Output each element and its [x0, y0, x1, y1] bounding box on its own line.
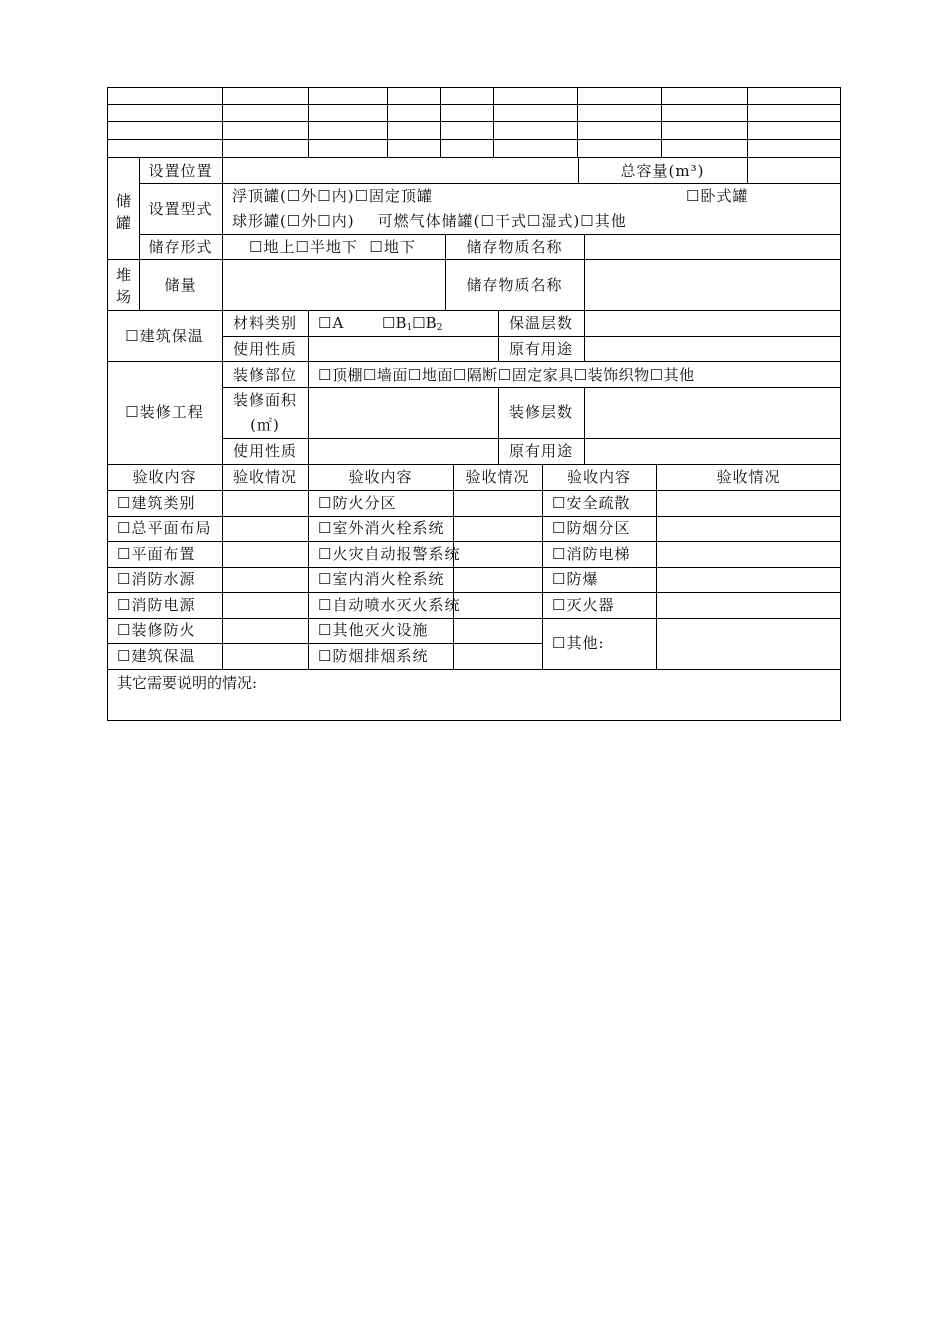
check-fire-extinguisher[interactable]: ☐灭火器 — [552, 596, 615, 614]
setting-type-label: 设置型式 — [148, 200, 213, 218]
tank-type-options-line1[interactable]: 浮顶罐(☐外☐内)☐固定顶罐 — [232, 187, 434, 205]
check-fire-elevator[interactable]: ☐消防电梯 — [552, 545, 631, 563]
yard-material-name-label: 储存物质名称 — [466, 276, 563, 294]
check-fire-water-source[interactable]: ☐消防水源 — [117, 570, 196, 588]
insulation-original-use-label: 原有用途 — [508, 340, 573, 358]
row-divider — [107, 104, 841, 105]
col-divider — [387, 87, 388, 157]
row-divider — [107, 516, 841, 517]
row-divider — [107, 541, 841, 542]
decoration-project-checkbox[interactable]: ☐装修工程 — [125, 403, 204, 421]
horizontal-tank-checkbox[interactable]: ☐卧式罐 — [686, 187, 749, 205]
col-divider — [308, 464, 309, 669]
row-divider — [107, 139, 841, 140]
acceptance-content-header: 验收内容 — [348, 468, 413, 486]
check-smoke-compartment[interactable]: ☐防烟分区 — [552, 519, 631, 537]
storage-form-label: 储存形式 — [148, 238, 213, 256]
material-category-label: 材料类别 — [232, 314, 297, 332]
check-building-insulation[interactable]: ☐建筑保温 — [117, 647, 196, 665]
col-divider — [493, 87, 494, 157]
decoration-use-nature-label: 使用性质 — [232, 442, 297, 460]
row-divider — [107, 361, 841, 362]
acceptance-status-header: 验收情况 — [232, 468, 297, 486]
check-other[interactable]: ☐其他: — [552, 634, 605, 652]
check-other-extinguishing-facilities[interactable]: ☐其他灭火设施 — [318, 621, 429, 639]
check-fire-compartment[interactable]: ☐防火分区 — [318, 494, 397, 512]
row-divider — [107, 310, 841, 311]
row-divider — [107, 157, 841, 158]
col-divider — [222, 183, 223, 234]
acceptance-content-header: 验收内容 — [566, 468, 631, 486]
col-divider — [440, 87, 441, 157]
check-site-plan-layout[interactable]: ☐总平面布局 — [117, 519, 212, 537]
material-option-b2[interactable]: ☐B — [412, 314, 437, 332]
col-divider — [584, 387, 585, 464]
row-divider — [222, 438, 841, 439]
check-building-category[interactable]: ☐建筑类别 — [117, 494, 196, 512]
row-divider — [107, 259, 841, 260]
col-divider — [747, 157, 748, 183]
decoration-area-unit: (㎡) — [250, 416, 280, 434]
row-divider — [139, 183, 841, 184]
subscript-1: 1 — [406, 323, 413, 333]
check-indoor-hydrant-system[interactable]: ☐室内消火栓系统 — [318, 570, 445, 588]
check-fire-power-supply[interactable]: ☐消防电源 — [117, 596, 196, 614]
acceptance-status-header: 验收情况 — [465, 468, 530, 486]
acceptance-content-header: 验收内容 — [132, 468, 197, 486]
decoration-parts-label: 装修部位 — [232, 366, 297, 384]
col-divider — [222, 234, 223, 310]
col-divider — [222, 464, 223, 669]
col-divider — [453, 464, 454, 669]
row-divider — [107, 618, 841, 619]
material-option-a[interactable]: ☐A — [318, 314, 345, 332]
total-capacity-label: 总容量(m³) — [620, 162, 705, 180]
check-smoke-control-system[interactable]: ☐防烟排烟系统 — [318, 647, 429, 665]
insulation-use-nature-label: 使用性质 — [232, 340, 297, 358]
col-divider — [584, 310, 585, 361]
acceptance-status-header: 验收情况 — [716, 468, 781, 486]
check-fire-alarm-system[interactable]: ☐火灾自动报警系统 — [318, 545, 461, 563]
setting-location-label: 设置位置 — [148, 162, 213, 180]
row-divider — [107, 121, 841, 122]
material-option-b[interactable] — [382, 315, 442, 336]
insulation-layers-label: 保温层数 — [508, 314, 573, 332]
row-divider — [222, 336, 841, 337]
col-divider — [222, 310, 223, 464]
col-divider — [661, 87, 662, 157]
col-divider — [747, 87, 748, 157]
row-divider — [107, 464, 841, 465]
check-floor-plan-layout[interactable]: ☐平面布置 — [117, 545, 196, 563]
decoration-layers-label: 装修层数 — [508, 403, 573, 421]
col-divider — [308, 87, 309, 157]
row-divider — [222, 387, 841, 388]
col-divider — [308, 310, 309, 464]
tank-type-options-line2[interactable]: 球形罐(☐外☐内) 可燃气体储罐(☐干式☐湿式)☐其他 — [232, 212, 627, 230]
col-divider — [656, 464, 657, 669]
check-sprinkler-system[interactable]: ☐自动喷水灭火系统 — [318, 596, 461, 614]
col-divider — [577, 87, 578, 157]
stored-material-name-label: 储存物质名称 — [466, 238, 563, 256]
decoration-parts-options[interactable]: ☐顶棚☐墙面☐地面☐隔断☐固定家具☐装饰织物☐其他 — [318, 366, 695, 384]
col-divider — [222, 87, 223, 157]
storage-form-options[interactable]: ☐地上☐半地下 ☐地下 — [249, 238, 416, 256]
col-divider — [584, 234, 585, 310]
row-divider — [107, 643, 542, 644]
col-divider — [542, 464, 543, 669]
check-decoration-fire-protection[interactable]: ☐装修防火 — [117, 621, 196, 639]
tank-section-label: 储罐 — [116, 192, 132, 232]
col-divider — [222, 157, 223, 183]
subscript-2: 2 — [436, 323, 443, 333]
storage-quantity-label: 储量 — [164, 276, 197, 294]
decoration-area-label: 装修面积 — [232, 391, 297, 409]
row-divider — [107, 567, 841, 568]
building-insulation-checkbox[interactable]: ☐建筑保温 — [125, 327, 204, 345]
check-safe-evacuation[interactable]: ☐安全疏散 — [552, 494, 631, 512]
material-option-b1[interactable]: ☐B — [382, 314, 407, 332]
decoration-original-use-label: 原有用途 — [508, 442, 573, 460]
row-divider — [107, 669, 841, 670]
row-divider — [139, 234, 841, 235]
row-divider — [107, 490, 841, 491]
check-outdoor-hydrant-system[interactable]: ☐室外消火栓系统 — [318, 519, 445, 537]
other-notes-label: 其它需要说明的情况: — [117, 674, 258, 692]
check-explosion-proof[interactable]: ☐防爆 — [552, 570, 599, 588]
yard-section-label: 堆场 — [116, 266, 132, 306]
row-divider — [107, 592, 841, 593]
